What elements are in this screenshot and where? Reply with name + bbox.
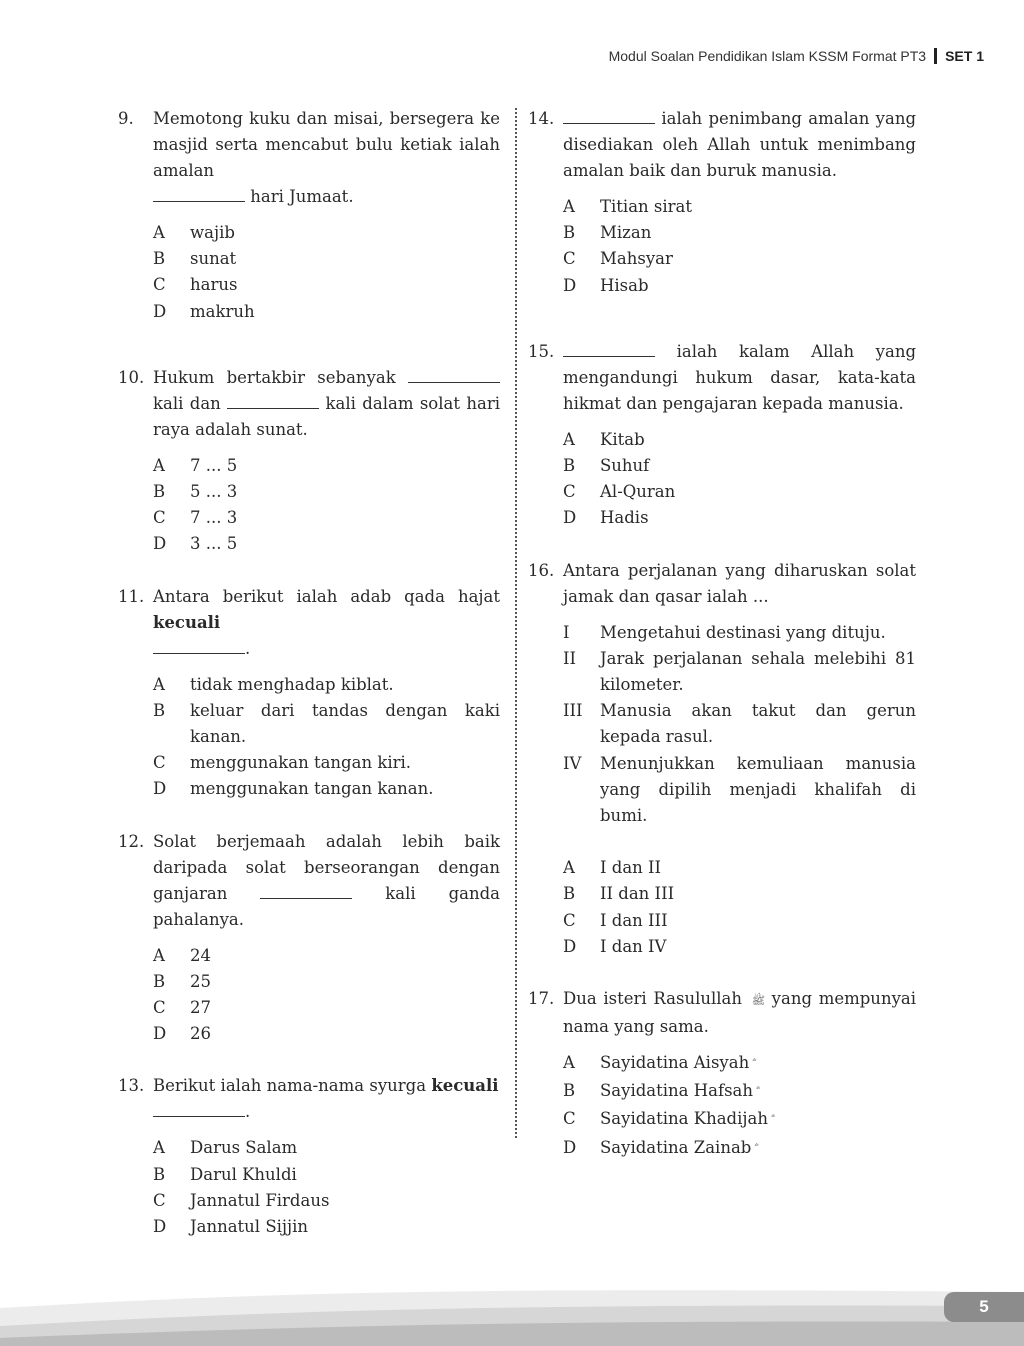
answer-blank xyxy=(227,393,319,409)
option-d[interactable] xyxy=(153,1214,500,1240)
option-text: Hisab xyxy=(600,275,649,295)
option-letter: C xyxy=(153,1190,166,1210)
option-letter: D xyxy=(153,534,167,554)
option-d[interactable] xyxy=(563,934,916,960)
option-a[interactable] xyxy=(563,194,916,220)
option-a[interactable] xyxy=(153,1135,500,1161)
option-letter: D xyxy=(563,1137,577,1157)
stem-emphasis: kecuali xyxy=(153,612,221,632)
answer-blank xyxy=(153,1101,245,1117)
option-b[interactable] xyxy=(153,698,500,750)
stem-text: kali dalam solat hari raya adalah sunat. xyxy=(153,393,500,439)
stem-text: yang mempunyai nama yang sama. xyxy=(563,989,917,1037)
option-label: Sayidatina Hafsah xyxy=(600,1081,754,1101)
option-text: harus xyxy=(190,275,238,295)
option-letter: D xyxy=(153,779,167,799)
question-13 xyxy=(118,1073,500,1240)
options-list xyxy=(153,453,500,558)
option-letter: A xyxy=(153,223,165,242)
option-text xyxy=(600,1078,916,1106)
statement-iii xyxy=(563,698,916,750)
option-text xyxy=(600,1135,916,1163)
option-d[interactable] xyxy=(563,1135,916,1163)
question-16 xyxy=(528,558,916,960)
option-letter: B xyxy=(563,223,576,243)
statement-text: Mengetahui destinasi yang dituju. xyxy=(600,622,886,642)
question-number: 15. xyxy=(528,341,555,361)
option-letter: D xyxy=(563,508,577,528)
option-a[interactable] xyxy=(153,943,500,969)
question-14 xyxy=(528,106,916,299)
option-letter: C xyxy=(153,753,166,773)
option-label: Sayidatina Aisyah xyxy=(600,1053,750,1073)
stem-text: Hukum bertakbir sebanyak xyxy=(153,367,396,387)
left-column xyxy=(118,106,500,1240)
stem-text: Berikut ialah nama-nama syurga xyxy=(153,1076,427,1096)
question-15 xyxy=(528,339,916,532)
option-d[interactable] xyxy=(563,505,916,531)
question-number: 11. xyxy=(118,586,145,606)
statement-ii xyxy=(563,646,916,698)
answer-blank xyxy=(153,638,245,654)
right-column xyxy=(528,106,916,1163)
statement-text: Jarak perjalanan sehala melebihi 81 kilometer. xyxy=(600,648,916,695)
option-c[interactable] xyxy=(563,1106,916,1134)
option-b[interactable] xyxy=(153,246,500,272)
option-b[interactable] xyxy=(153,969,500,995)
option-letter: C xyxy=(563,910,576,930)
question-9 xyxy=(118,106,500,325)
header-set: SET 1 xyxy=(945,48,984,64)
option-letter: C xyxy=(563,482,576,502)
option-b[interactable] xyxy=(563,453,916,479)
option-text: Jannatul Sijjin xyxy=(190,1217,309,1237)
stem-text: Dua isteri Rasulullah xyxy=(563,989,742,1009)
statement-text: Menunjukkan kemuliaan manusia yang dipilih menjadi khalifah di bumi. xyxy=(600,753,916,826)
options-list xyxy=(153,943,500,1048)
stem-text: hari Jumaat. xyxy=(250,187,354,206)
option-letter: A xyxy=(563,197,575,216)
stem-text: ialah penimbang amalan yang disediakan oleh Allah untuk menimbang amalan baik dan buruk manusia. xyxy=(563,109,917,180)
option-d[interactable] xyxy=(153,1021,500,1047)
stem-text: kali dan xyxy=(153,393,221,413)
option-a[interactable] xyxy=(563,427,916,453)
statements-list xyxy=(563,620,916,830)
question-number: 9. xyxy=(118,109,134,128)
option-text xyxy=(600,1106,916,1134)
question-number: 16. xyxy=(528,560,555,580)
option-c[interactable] xyxy=(563,479,916,505)
option-letter: B xyxy=(563,884,576,904)
option-letter: A xyxy=(153,674,165,694)
option-c[interactable] xyxy=(563,246,916,272)
question-11 xyxy=(118,584,500,803)
option-c[interactable] xyxy=(153,995,500,1021)
question-stem xyxy=(563,106,916,184)
header-title: Modul Soalan Pendidikan Islam KSSM Format PT3 xyxy=(608,48,927,64)
option-d[interactable] xyxy=(153,776,500,802)
question-17 xyxy=(528,986,916,1163)
option-a[interactable] xyxy=(153,453,500,479)
option-d[interactable] xyxy=(153,531,500,557)
stem-text: Antara berikut ialah adab qada hajat xyxy=(153,586,500,606)
statement-numeral: I xyxy=(563,622,570,642)
option-text: Hadis xyxy=(600,508,649,528)
option-d[interactable] xyxy=(153,299,500,325)
page-number: 5 xyxy=(944,1292,1024,1322)
option-letter: B xyxy=(153,482,166,502)
option-letter: D xyxy=(563,936,577,956)
answer-blank xyxy=(563,108,655,124)
question-stem: Antara perjalanan yang diharuskan solat jamak dan qasar ialah ... xyxy=(563,560,916,606)
option-a[interactable] xyxy=(563,855,916,881)
option-b[interactable] xyxy=(563,220,916,246)
option-c[interactable] xyxy=(153,505,500,531)
question-stem xyxy=(153,829,500,933)
option-letter: B xyxy=(153,700,166,720)
options-list xyxy=(563,855,916,960)
option-letter: B xyxy=(563,456,576,476)
option-letter: D xyxy=(563,275,577,295)
footer-wave-decoration xyxy=(0,1286,1024,1346)
option-label: Sayidatina Zainab xyxy=(600,1137,752,1157)
options-list xyxy=(563,1050,916,1163)
option-letter: A xyxy=(563,1053,575,1073)
option-b[interactable] xyxy=(563,881,916,907)
statement-numeral: III xyxy=(563,701,583,721)
stem-text: . xyxy=(245,1102,251,1122)
statement-numeral: IV xyxy=(563,753,582,773)
option-b[interactable] xyxy=(563,1078,916,1106)
option-text: keluar dari tandas dengan kaki kanan. xyxy=(190,700,500,747)
option-c[interactable] xyxy=(563,908,916,934)
question-number: 12. xyxy=(118,831,145,851)
option-text: wajib xyxy=(190,223,235,242)
option-letter: C xyxy=(153,998,166,1018)
option-letter: D xyxy=(153,1024,167,1044)
option-letter: C xyxy=(153,508,166,528)
answer-blank xyxy=(563,341,655,357)
option-text: makruh xyxy=(190,301,255,321)
stem-text: kali ganda pahalanya. xyxy=(153,883,501,929)
question-stem xyxy=(153,106,500,210)
option-label: Sayidatina Khadijah xyxy=(600,1109,768,1129)
stem-emphasis: kecuali xyxy=(431,1076,499,1096)
question-stem xyxy=(563,339,916,417)
question-stem xyxy=(563,986,916,1040)
question-stem xyxy=(153,365,500,443)
option-text: 7 ... 3 xyxy=(190,508,238,528)
options-list xyxy=(563,427,916,532)
question-number: 13. xyxy=(118,1076,145,1096)
option-letter: C xyxy=(563,1109,576,1129)
option-a[interactable] xyxy=(153,220,500,246)
option-text: Jannatul Firdaus xyxy=(190,1190,330,1210)
question-stem xyxy=(153,584,500,662)
option-text: 25 xyxy=(190,971,211,991)
option-b[interactable] xyxy=(153,1162,500,1188)
option-letter: A xyxy=(153,945,165,965)
statement-i xyxy=(563,620,916,646)
option-text: Darus Salam xyxy=(190,1138,298,1158)
statement-text: Manusia akan takut dan gerun kepada rasul. xyxy=(600,701,916,747)
option-text: 24 xyxy=(190,945,211,965)
header-separator xyxy=(934,48,937,64)
option-letter: B xyxy=(153,971,166,991)
answer-blank xyxy=(260,883,352,899)
running-header xyxy=(609,48,984,64)
stem-text: . xyxy=(245,638,251,658)
statement-numeral: II xyxy=(563,648,577,668)
option-c[interactable] xyxy=(153,272,500,298)
option-letter: D xyxy=(153,1217,167,1237)
options-list xyxy=(563,194,916,299)
option-letter: A xyxy=(563,858,575,878)
statement-iv xyxy=(563,751,916,830)
option-letter: C xyxy=(153,275,166,295)
option-text: Mizan xyxy=(600,223,652,243)
option-d[interactable] xyxy=(563,273,916,299)
option-letter: A xyxy=(153,455,165,475)
stem-text: Solat berjemaah adalah lebih baik daripada solat berseorangan dengan ganjaran xyxy=(153,831,500,903)
option-text: Darul Khuldi xyxy=(190,1164,297,1184)
option-text: 26 xyxy=(190,1024,211,1044)
option-text: menggunakan tangan kanan. xyxy=(190,779,434,799)
column-divider xyxy=(515,108,517,1138)
option-text: sunat xyxy=(190,249,237,269)
option-a[interactable] xyxy=(153,672,500,698)
option-letter: A xyxy=(153,1138,165,1158)
options-list xyxy=(153,672,500,803)
question-stem xyxy=(153,1073,500,1125)
options-list xyxy=(153,220,500,325)
option-text: Suhuf xyxy=(600,456,650,476)
option-text: Al-Quran xyxy=(600,482,676,502)
option-letter: B xyxy=(563,1081,576,1101)
option-text: tidak menghadap kiblat. xyxy=(190,674,394,694)
option-letter: A xyxy=(563,429,575,449)
option-letter: B xyxy=(153,1164,166,1184)
option-c[interactable] xyxy=(153,750,500,776)
option-b[interactable] xyxy=(153,479,500,505)
options-list xyxy=(153,1135,500,1240)
question-number: 14. xyxy=(528,109,555,128)
option-text: 7 ... 5 xyxy=(190,455,238,475)
answer-blank xyxy=(153,186,245,202)
option-text: I dan III xyxy=(600,910,668,930)
option-text: I dan IV xyxy=(600,936,667,956)
answer-blank xyxy=(408,367,500,383)
option-text: Mahsyar xyxy=(600,249,673,269)
option-text: Titian sirat xyxy=(600,197,692,216)
question-number: 17. xyxy=(528,989,555,1009)
question-10 xyxy=(118,365,500,558)
option-text: menggunakan tangan kiri. xyxy=(190,753,412,773)
option-text: 5 ... 3 xyxy=(190,482,238,502)
stem-text: ialah kalam Allah yang mengandungi hukum dasar, kata-kata hikmat dan pengajaran kepada manusia. xyxy=(563,341,917,413)
question-12 xyxy=(118,829,500,1048)
option-text: I dan II xyxy=(600,858,662,878)
option-text: 3 ... 5 xyxy=(190,534,238,554)
option-letter: B xyxy=(153,249,166,269)
salawat-glyph-icon: ﷺ xyxy=(751,994,765,1008)
option-text: II dan III xyxy=(600,884,675,904)
option-text: 27 xyxy=(190,998,211,1018)
option-letter: C xyxy=(563,249,576,269)
option-a[interactable] xyxy=(563,1050,916,1078)
question-number: 10. xyxy=(118,367,145,387)
option-letter: D xyxy=(153,301,167,321)
stem-text: Memotong kuku dan misai, bersegera ke masjid serta mencabut bulu ketiak ialah amalan xyxy=(153,109,500,180)
option-text xyxy=(600,1050,916,1078)
option-c[interactable] xyxy=(153,1188,500,1214)
option-text: Kitab xyxy=(600,429,645,449)
